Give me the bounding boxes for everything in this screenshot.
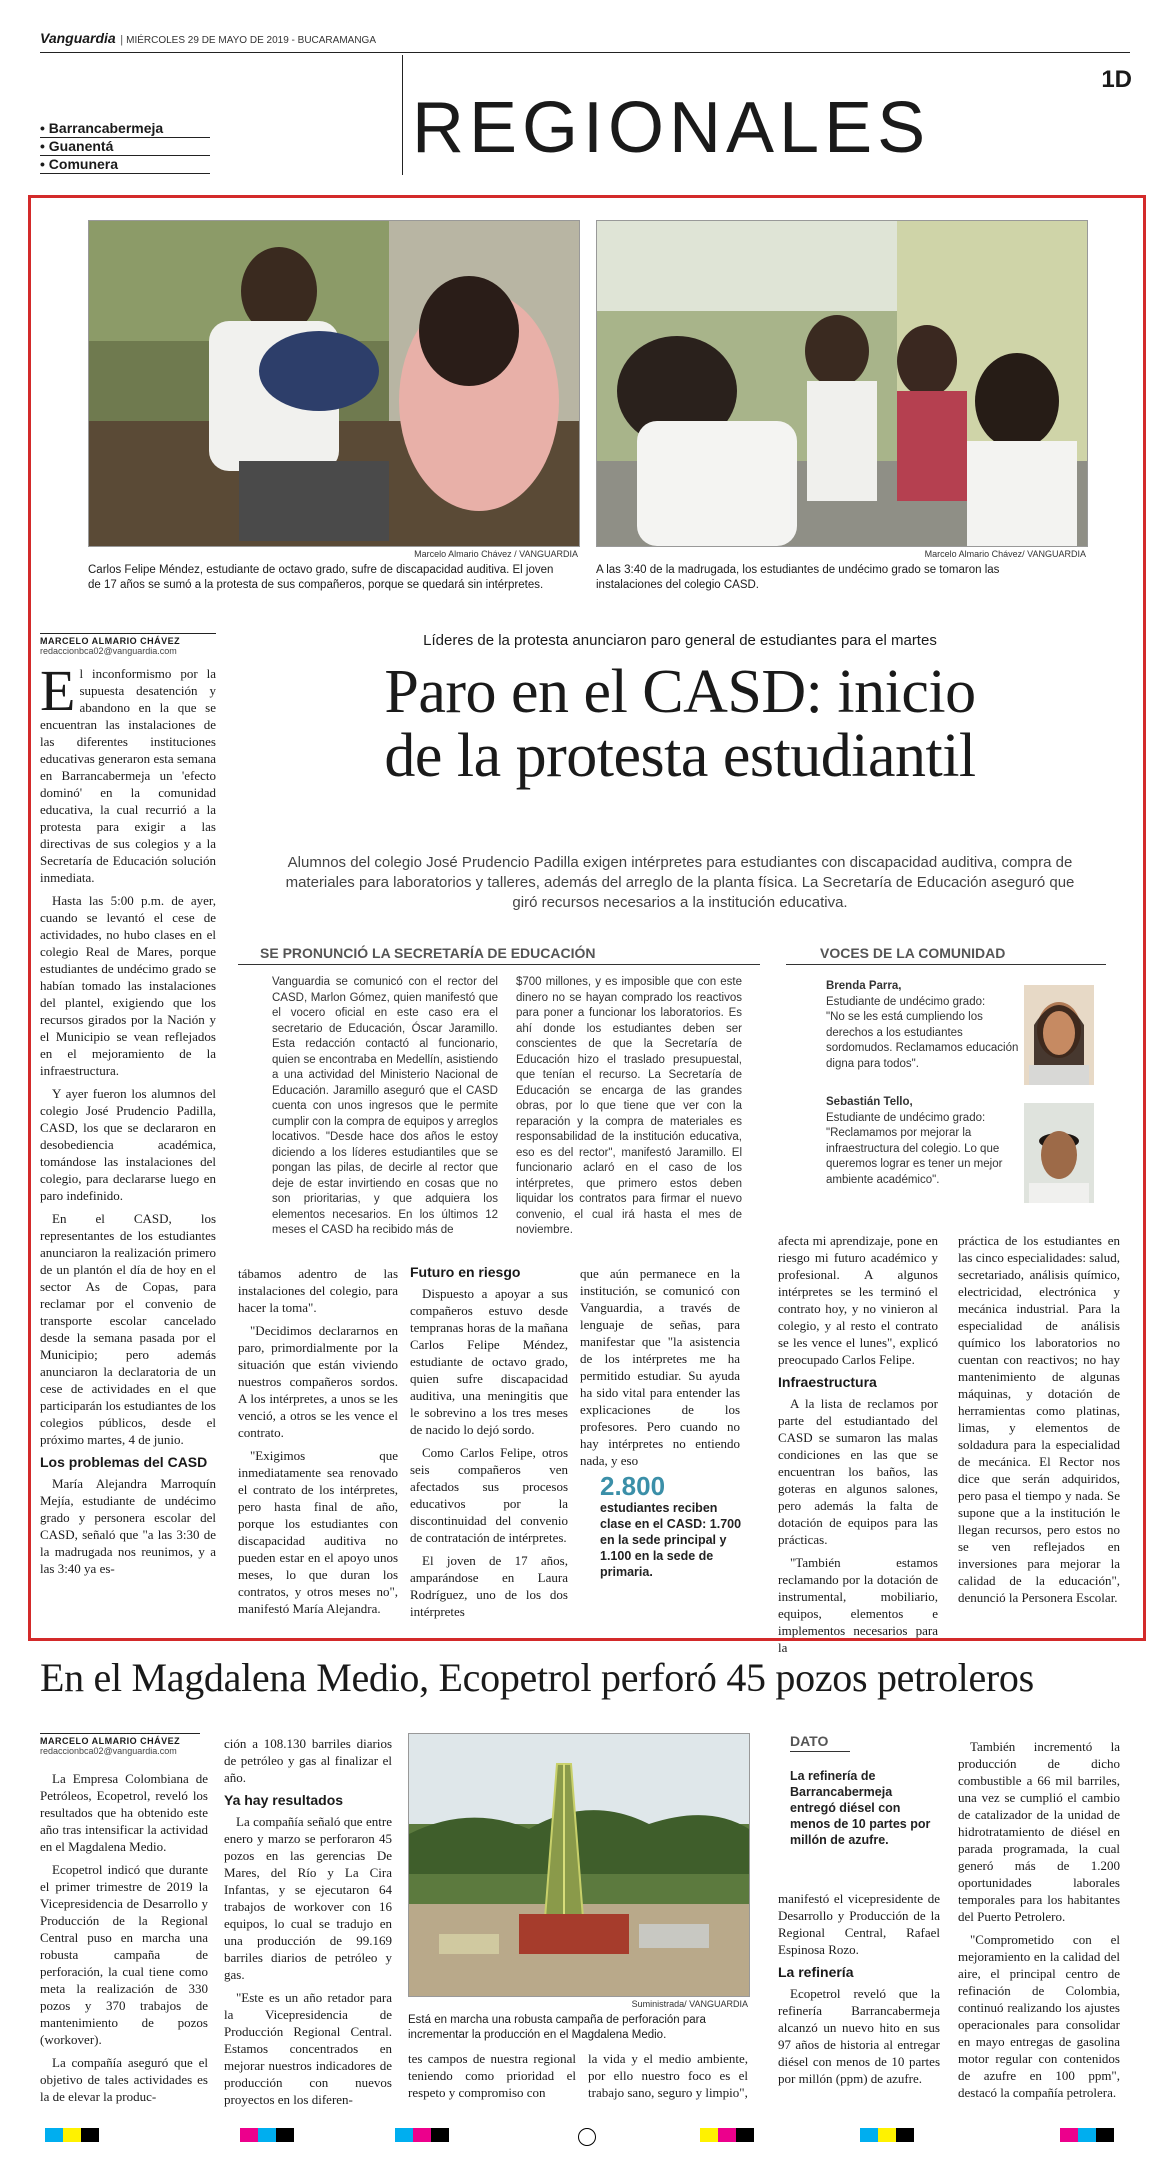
voz1-quote: "No se les está cumpliendo los derechos a los estudiantes sordomudos. Reclamamos educación digna para todos". [826,1011,1019,1070]
voz2 [826,1095,1026,1188]
dato-text: La refinería de Barrancabermeja entregó diésel con menos de 10 partes por millón de azufre. [790,1769,931,1847]
photo2-credit: Marcelo Almario Chávez/ VANGUARDIA [924,549,1086,559]
story1-column-6: práctica de los estudiantes en las cinco especialidades: salud, secretariado, análisis químico, electricidad, electrónica y mecánica industrial. Para la especialidad de análisis químico los laboratorios no cuentan con reactivos; no hay mantenimiento de algunas máquinas, y dotación de herramientas como platinas, limas, y elementos de soldadura para la especialidad de mecánica. El Rector nos dice que serán adquiridos, pero pasa el tiempo y nada. Se supone que a la institución le llegan recursos, pero estos no se ven reflejados en inversiones para mejorar la calidad de la educación", denunció la Personera Escolar. [958,1233,1120,1605]
voz2-quote: "Reclamamos por mejorar la infraestructura del colegio. Lo que queremos lograr es tener un mejor ambiente académico". [826,1127,1003,1186]
voz2-role: Estudiante de undécimo grado: [826,1111,986,1124]
headline-line1: Paro en el CASD: inicio [384,658,976,726]
story1-column-5: afecta mi aprendizaje, pone en riesgo mi futuro académico y profesional. A algunos intérpretes se les terminó el contrato hoy, y no vinieron al colegio, y al resto el contrato se les vence el lunes", explicó preocupado Carlos Felipe. Infraestructura A la lista de reclamos por parte del estudiantado del CASD se sumaron las malas condiciones en las que se encuentran los baños, las goteras en algunos salones, pero además la falta de dotación de equipos para las prácticas. "También estamos reclamando por la dotación de instrumental, mobiliario, equipos, elementos e implementos necesarios para la [778,1233,938,1655]
avatar-sebastian [1024,1103,1094,1203]
section-divider [402,55,403,175]
story2-under-photo-1: tes campos de nuestra regional teniendo como prioridad el respeto y compromiso con [408,2051,576,2100]
voz1-role: Estudiante de undécimo grado: [826,995,986,1008]
story2-byline-name: MARCELO ALMARIO CHÁVEZ [40,1733,200,1746]
story2-under-photo-2: la vida y el medio ambiente, por ello nuestro foco es el trabajo sano, seguro y limpio", [588,2051,748,2100]
brand-logo: Vanguardia [40,30,116,46]
avatar-brenda [1024,985,1094,1085]
dato-box [790,1733,940,1848]
headline [240,660,1120,788]
stat-number: 2.800 [600,1471,666,1501]
story1-column-4: que aún permanece en la institución, se comunicó con Vanguardia, a través de lenguaje de señas, para manifestar que "la asistencia de los intérpretes me ha permitido estudiar. Su ayuda ha sido vital para entender las explicaciones de los profesores. Pero cuando no hay intérpretes no entiendo nada, y eso [580,1266,740,1468]
stat-box [600,1472,750,1580]
deck: Alumnos del colegio José Prudencio Padilla exigen intérpretes para estudiantes con discapacidad auditiva, compra de materiales para laboratorios y talleres, además del arreglo de la planta física. La Secretaría de Educación aseguró que giró recursos necesarios a la institución educativa. [285,854,1075,911]
byline [40,633,216,656]
story2-byline-email[interactable]: redaccionbca02@vanguardia.com [40,1746,177,1756]
photo1-caption: Carlos Felipe Méndez, estudiante de octavo grado, sufre de discapacidad auditiva. El joven de 17 años se sumó a la protesta de sus compañeros, porque se quedará sin intérpretes. [88,564,554,591]
stat-text: estudiantes reciben clase en el CASD: 1.700 en la sede principal y 1.100 en la sede de primaria. [600,1501,742,1579]
subhead-futuro: Futuro en riesgo [410,1264,521,1280]
story2-column-5: También incrementó la producción de dicho combustible a 66 mil barriles, una vez se cumplió el cambio de catalizador de la unidad de hidrotratamiento de diésel en parada programada, la cual generó más de 1.200 oportunidades laborales temporales para los habitantes del Puerto Petrolero. "Comprometido con el mejoramiento en la calidad del aire, el principal centro de refinación de Colombia, continuó realizando los ajustes operacionales para consolidar en mayo entregas de gasolina motor regular con contenidos de azufre en 100 ppm", destacó la compañía petrolera. [958,1739,1120,2100]
secretaria-col2: $700 millones, y es imposible que con este dinero no se hayan comprado los reactivos para poner a funcionar los laboratorios. Es ahí donde los estudiantes deben ser conscientes de que la Secretaría de Educación hizo el traslado presupuestal, que tenían el recurso. La Secretaría de Educación se encarga de las grandes obras, por lo que tiene que ver con la reparación y la compra de materiales es responsabilidad de la institución educativa, eso es del rector", manifestó Jaramillo. El funcionario aclaró en el caso de los intérpretes, que primero estos deben liquidar los contratos para firmar el nuevo convenio, el cual irá hasta el mes de noviembre. [516,976,742,1236]
photo2-caption: A las 3:40 de la madrugada, los estudiantes de undécimo grado se tomaron las instalaciones del colegio CASD. [596,564,1000,591]
subhead-resultados: Ya hay resultados [224,1792,344,1808]
byline-name: MARCELO ALMARIO CHÁVEZ [40,633,216,646]
story2-column-4: manifestó el vicepresidente de Desarrollo y Producción de la Regional Central, Rafael Espinosa Rozo. La refinería Ecopetrol reveló que la refinería Barrancabermeja alcanzó un nuevo hito en sus 97 años de historia al entregar diésel con menos de 10 partes por millón (ppm) de azufre. [778,1891,940,2086]
nav-item-barrancabermeja[interactable]: • Barrancabermeja [40,120,210,138]
story2-column-2: ción a 108.130 barriles diarios de petróleo y gas al finalizar el año. Ya hay resultados La compañía señaló que entre enero y marzo se perforaron 45 pozos en las gerencias De Mares, del Río y La Cira Infantas, y se ejecutaron 64 trabajos de workover con 16 equipos, lo cual se tradujo en una producción de 99.169 barriles diarios de petróleo y gas. "Este es un año retador para la Vicepresidencia de Producción Regional Central. Estamos concentrados en mejorar nuestros indicadores de producción con nuevos proyectos en los diferen- [224,1736,392,2107]
subhead-refineria: La refinería [778,1964,854,1980]
registration-mark-icon [578,2128,596,2146]
section-nav [40,120,210,174]
voz1 [826,979,1026,1072]
photo-drilling-rig [408,1733,750,1997]
page-number: 1D [1101,66,1132,93]
secretaria-box [238,945,760,1245]
nav-item-comunera[interactable]: • Comunera [40,156,210,174]
secretaria-heading: SE PRONUNCIÓ LA SECRETARÍA DE EDUCACIÓN [238,945,760,965]
dropcap: E [40,658,76,723]
dateline: MIÉRCOLES 29 DE MAYO DE 2019 - BUCARAMANGA [126,35,376,46]
story2-photo-caption: Está en marcha una robusta campaña de perforación para incrementar la producción en el Magdalena Medio. [408,2014,706,2041]
headline-line2: de la protesta estudiantil [384,722,976,790]
secretaria-col1: Vanguardia se comunicó con el rector del CASD, Marlon Gómez, quien manifestó que el vocero oficial en este caso era el secretario de Educación, Óscar Jaramillo. Esta redacción contactó al funcionario, quien se encontraba en Medellín, asistiendo a una actividad del Ministerio Nacional de Educación. Jaramillo aseguró que el CASD cuenta con unos ingresos que le permite cumplir con la compra de equipos y arreglos locativos. "Desde hace dos años le estoy diciendo a los líderes estudiantiles que se pongan las pilas, de decirle al rector que deje de estar invirtiendo en cosas que no son prioritarias, y que adquiera los elementos necesarios. En los últimos 12 meses el CASD ha recibido más de [272,976,498,1236]
print-color-bar [0,2128,1172,2148]
story1-column-3: Futuro en riesgo Dispuesto a apoyar a sus compañeros estuvo desde tempranas horas de la mañana Carlos Felipe Méndez, estudiante de octavo grado, quien sufre discapacidad auditiva, una meningitis que le sobrevino a los tres meses de nacido lo dejó sordo. Como Carlos Felipe, otros seis compañeros ven afectados sus procesos educativos por la discontinuidad del convenio de contratación de intérpretes. El joven de 17 años, amparándose en Laura Rodríguez, uno de los dos intérpretes [410,1264,568,1619]
byline-email[interactable]: redaccionbca02@vanguardia.com [40,646,177,656]
subhead-infraestructura: Infraestructura [778,1374,877,1390]
masthead: Vanguardia | MIÉRCOLES 29 DE MAYO DE 2019 - BUCARAMANGA [40,30,1130,53]
voz1-name: Brenda Parra, [826,980,902,992]
photo-student-carlos [88,220,580,547]
dato-heading: DATO [790,1733,850,1752]
story1-column-1: El inconformismo por la supuesta desatención y abandono en la que se encuentran las instalaciones de las diferentes instituciones educativas generaron esta semana en Barrancabermeja un 'efecto dominó' en la comunidad educativa, la cual recurrió a la protesta para exigir a las directivas de sus colegios y a la Secretaría de Educación solución inmediata. Hasta las 5:00 p.m. de ayer, cuando se levantó el cese de actividades, no hubo clases en el colegio Real de Mares, porque estudiantes de undécimo grado se habían tomado las instalaciones del plantel, exigiendo que los recursos girados por la Nación y el Municipio se vean reflejados en el mejoramiento de la infraestructura. Y ayer fueron los alumnos del colegio José Prudencio Padilla, CASD, los que se declararon en desobediencia académica, tomándose las instalaciones del colegio, para declararse luego en paro indefinido. En el CASD, los representantes de los estudiantes anunciaron la realización primero de un plantón el día de hoy en el sector As de Copas, para reclamar por el convenio de transporte escolar cancelado desde la semana pasada por el Municipio; pero además anunciaron la declaratoria de un cese de actividades en el que participarán los estudiantes de los colegios públicos, desde el próximo martes, 4 de junio. Los problemas del CASD María Alejandra Marroquín Mejía, estudiante de undécimo grado y personera escolar del CASD, señaló que "a las 3:30 de la madrugada nos reunimos, y a las 3:40 ya es- [40,658,216,1576]
photo-image [89,221,579,546]
story2-photo-credit: Suministrada/ VANGUARDIA [631,1999,748,2009]
story2-headline: En el Magdalena Medio, Ecopetrol perforó 45 pozos petroleros [40,1655,1034,1700]
nav-item-guanenta[interactable]: • Guanentá [40,138,210,156]
voces-heading: VOCES DE LA COMUNIDAD [786,945,1106,965]
story1-column-2: tábamos adentro de las instalaciones del colegio, para hacer la toma". "Decidimos declararnos en paro, primordialmente por la situación que están viviendo nuestros compañeros sordos. A los intérpretes, a unos se les venció, a otros se les vence el contrato. "Exigimos que inmediatamente sea renovado el contrato de los intérpretes, pero hasta final de año, porque los estudiantes con discapacidad auditiva no pueden estar en el apoyo unos meses, lo que duran los contratos, y otros meses no", manifestó María Alejandra. [238,1266,398,1616]
story2-byline [40,1733,200,1756]
photo-students-takeover [596,220,1088,547]
section-title: REGIONALES [412,88,931,168]
voces-box [786,945,1106,1205]
kicker: Líderes de la protesta anunciaron paro general de estudiantes para el martes [423,632,937,649]
photo-image [409,1734,749,1996]
voz2-name: Sebastián Tello, [826,1096,913,1108]
subhead-problemas: Los problemas del CASD [40,1454,208,1470]
photo-image [597,221,1087,546]
photo1-credit: Marcelo Almario Chávez / VANGUARDIA [414,549,578,559]
story2-column-1: La Empresa Colombiana de Petróleos, Ecopetrol, reveló los resultados que ha obtenido este año tras intensificar la actividad en el Magdalena Medio. Ecopetrol indicó que durante el primer trimestre de 2019 la Vicepresidencia de Desarrollo y Producción de la Regional Central puso en marcha una robusta campaña de perforación, la cual tiene como meta la realización de 330 pozos y 370 trabajos de mantenimiento de pozos (workover). La compañía aseguró que el objetivo de tales actividades es la de elevar la produc- [40,1771,208,2104]
